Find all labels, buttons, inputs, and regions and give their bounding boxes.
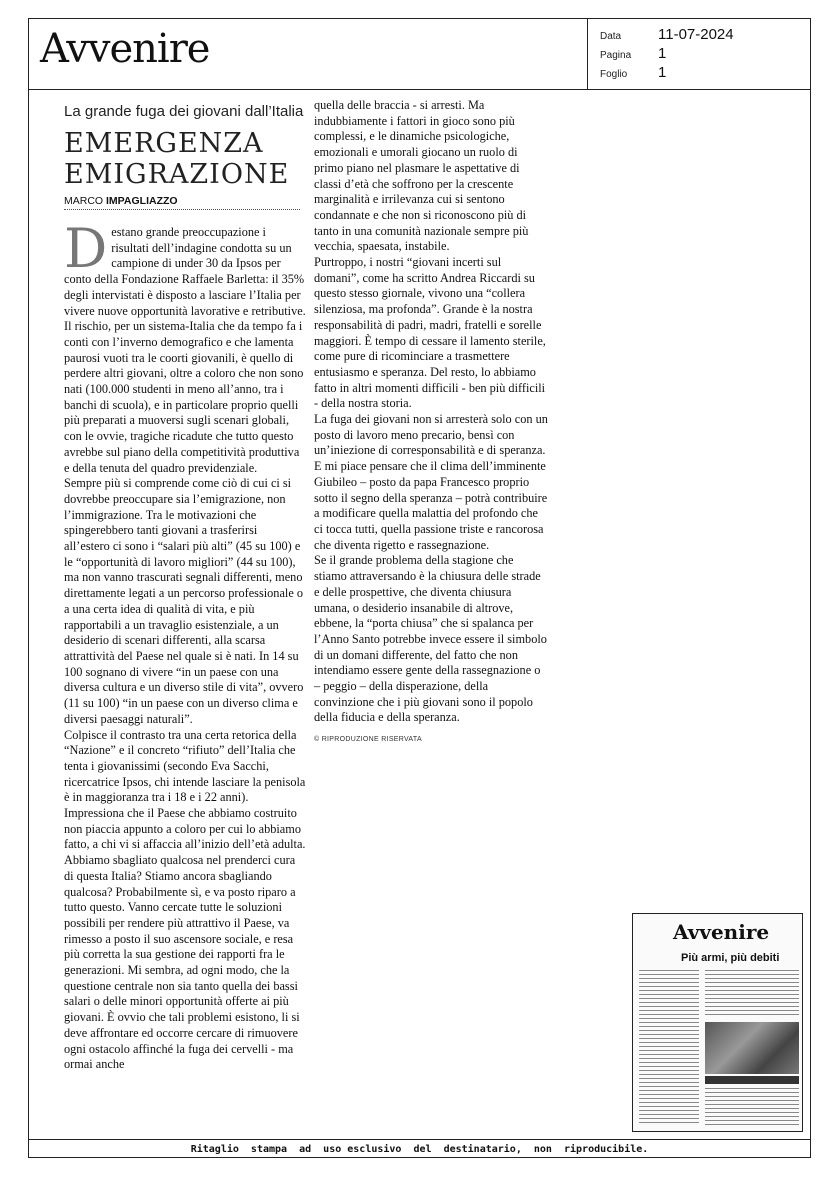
thumbnail-photo — [705, 1022, 799, 1074]
paragraph — [64, 217, 306, 319]
article-column-2 — [314, 98, 548, 748]
paragraph: Sempre più si comprende come ciò di cui ci si dovrebbe preoccupare sia l’emigrazione, non l’immigrazione. Tra le motivazioni che spingerebbero tanti giovani a trasferirsi all’estero ci sono i “salari più alti” (45 su 100) e le “opportunità di lavoro migliori” (44 su 100), ma non vanno trascurati segnali differenti, meno direttamente legati a un percorso professionale o a una certa idea di qualità di vita, e più rapportabili a un travaglio esistenziale, a un desiderio di scenari differenti, alla scarsa attrattività del Paese nel quale si è nati. In 14 su 100 sognano di vivere “in un paese con una diversa cultura e un diverso stile di vita”, ovvero (11 su 100) “in un paese con un diverso clima e diversi paesaggi naturali”. — [64, 476, 304, 726]
meta-row-date — [600, 26, 734, 43]
thumbnail-text-block — [705, 970, 799, 1018]
paragraph-text: estano grande preoccupazione i risultati dell’indagine condotta su un campione di under 30 da Ipsos per conto della Fondazione Raffaele Barletta: il 35% degli intervistati è disposto a lasciare l’Italia per vivere nuove opportunità lavorative e retributive. — [64, 225, 306, 318]
title-line: EMIGRAZIONE — [64, 159, 290, 190]
thumbnail-text-block — [705, 1088, 799, 1128]
drop-cap: D — [64, 217, 108, 280]
article-title — [64, 128, 289, 190]
thumbnail-headline: Più armi, più debiti — [681, 952, 780, 964]
title-line: EMERGENZA — [64, 128, 264, 159]
meta-value: 1 — [658, 64, 667, 81]
paragraph: La fuga dei giovani non si arresterà solo con un posto di lavoro meno precario, bensì con un’iniezione di corresponsabilità e di speranza. E mi piace pensare che il clima dell’imminente Giubileo – posto da papa Francesco proprio sotto il segno della speranza – potrà contribuire a modificare quella malattia del profondo che ci tocca tutti, quella passione triste e rancorosa che diventa rigetto e rassegnazione. — [314, 412, 548, 552]
meta-row-sheet — [600, 64, 666, 81]
paragraph: Colpisce il contrasto tra una certa retorica della “Nazione” e il concreto “rifiuto” dell’Italia che tenta i giovanissimi (secondo Eva Sacchi, ricercatrice Ipsos, chi intende lasciare la penisola è in maggioranza tra i 18 e i 22 anni). Impressiona che il Paese che abbiamo costruito non piaccia appunto a coloro per cui lo abbiamo fatto, a chi vi si affaccia all’inizio dell’età adulta. Abbiamo sbagliato qualcosa nel prenderci cura di questa Italia? Stiamo ancora sbagliando qualcosa? Probabilmente sì, e va posto riparo a tutto questo. Vanno cercate tutte le soluzioni possibili per rendere più attrattivo il Paese, va rimesso a posto il suo ascensore sociale, e resa più corretta la sua gestione dei rapporti fra le generazioni. Mi sembra, ad ogni modo, che la questione centrale non sia tanto quella dei bassi salari o delle minori opportunità offerte ai più giovani. È ovvio che tali problemi esistono, li si deve affrontare ed occorre cercare di rimuovere ogni ostacolo affinché la fuga dei cervelli - ma ormai anche — [64, 727, 306, 1072]
meta-value: 11-07-2024 — [658, 26, 734, 43]
byline — [64, 195, 300, 210]
paragraph: Se il grande problema della stagione che stiamo attraversando è la chiusura delle strade e delle prospettive, che diventa chiusura umana, o desiderio insanabile di altrove, ebbene, la “porta chiusa” che si spalanca per l’Anno Santo potrebbe invece essere il simbolo di un domani differente, del fatto che non intendiamo essere gente della rassegnazione o – peggio – della disperazione, della convinzione che i più giovani sono il popolo della fiducia e della speranza. — [314, 553, 547, 725]
meta-label: Pagina — [600, 50, 632, 61]
meta-value: 1 — [658, 45, 667, 62]
thumbnail-text-block — [639, 970, 699, 1126]
meta-label: Data — [600, 31, 622, 42]
author-last-name: IMPAGLIAZZO — [106, 195, 178, 207]
metadata-box — [587, 18, 811, 90]
copyright-notice: © RIPRODUZIONE RISERVATA — [314, 736, 422, 744]
meta-label: Foglio — [600, 69, 628, 80]
footer-disclaimer: Ritaglio stampa ad uso esclusivo del destinatario, non riproducibile. — [28, 1139, 811, 1158]
logo-text: Avvenire — [40, 26, 210, 72]
paragraph: Il rischio, per un sistema-Italia che da tempo fa i conti con l’inverno demografico e che lamenta paurosi vuoti tra le coorti giovanili, è quello di perdere altri giovani, oltre a coloro che non sono nati (100.000 studenti in meno all’anno, tra i banchi di scuola), e in particolare proprio quelli più preparati a muoversi sugli scenari globali, con le ovvie, tragiche ricadute che tutto questo avrebbe sul piano della competitività produttiva e della tenuta del quadro previdenziale. — [64, 319, 304, 475]
front-page-thumbnail — [632, 913, 803, 1132]
newspaper-logo — [40, 26, 209, 72]
thumbnail-logo: Avvenire — [673, 920, 770, 944]
paragraph: quella delle braccia - si arresti. Ma indubbiamente i fattori in gioco sono più complessi, e le dinamiche psicologiche, emozionali e umorali giocano un ruolo di primo piano nel plasmare le aspettative di classi d’età che soffrono per la crescente marginalità e irrilevanza cui si sentono condannate e che non si riconoscono più di tanto in una comunità nazionale sempre più vecchia, spaesata, instabile. — [314, 98, 529, 254]
article-column-1 — [64, 217, 306, 1073]
article-kicker: La grande fuga dei giovani dall’Italia — [64, 103, 304, 120]
masthead — [28, 18, 587, 90]
author-first-name: MARCO — [64, 195, 104, 207]
paragraph: Purtroppo, i nostri “giovani incerti sul domani”, come ha scritto Andrea Riccardi su questo stesso giornale, vivono una “collera silenziosa, ma profonda”. Grande è la nostra responsabilità di padri, madri, fratelli e sorelle maggiori. È tempo di cessare il lamento sterile, come pure di ricominciare a trasmettere entusiasmo e speranza. Del resto, lo abbiamo fatto in altri momenti difficili - ben più difficili - della nostra storia. — [314, 255, 546, 411]
meta-row-page — [600, 45, 666, 62]
thumbnail-caption-bar — [705, 1076, 799, 1084]
